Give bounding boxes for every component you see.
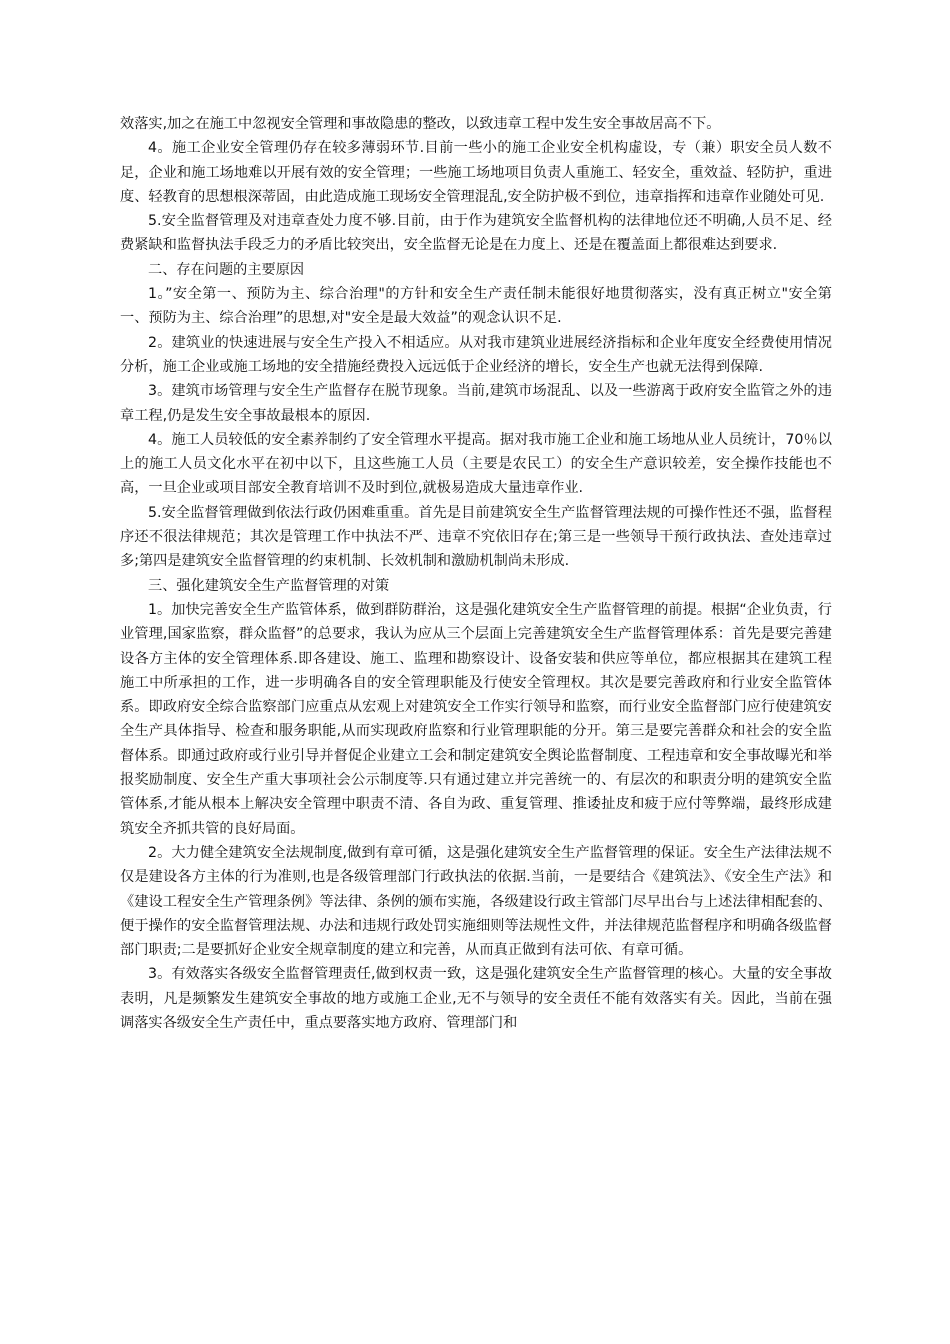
paragraph-item-5-supervision: 5.安全监督管理及对违章查处力度不够.目前，由于作为建筑安全监督机构的法律地位还不明确,人员不足、经费紧缺和监督执法手段乏力的矛盾比较突出，安全监督无论是在力度上、还是在覆盖面上都很难达到要求. [120,213,832,254]
paragraph-measure-2: 2。大力健全建筑安全法规制度,做到有章可循，这是强化建筑安全生产监督管理的保证。安全生产法律法规不仅是建设各方主体的行为准则,也是各级管理部门行政执法的依据.当前，一是要结合《建筑法》、《安全生产法》和《建设工程安全生产管理条例》等法律、条例的颁布实施，各级建设行政主管部门尽早出台与上述法律相配套的、便于操作的安全监督管理法规、办法和违规行政处罚实施细则等法规性文件，并法律规范监督程序和明确各级监督部门职责;二是要抓好企业安全规章制度的建立和完善，从而真正做到有法可依、有章可循。 [120,844,832,959]
paragraph-reason-3: 3。建筑市场管理与安全生产监督存在脱节现象。当前,建筑市场混乱、以及一些游离于政府安全监管之外的违章工程,仍是发生安全事故最根本的原因. [120,383,832,424]
paragraph-item-4-weak-management: 4。施工企业安全管理仍存在较多薄弱环节.目前一些小的施工企业安全机构虚设，专（兼）职安全员人数不足，企业和施工场地难以开展有效的安全管理；一些施工场地项目负责人重施工、轻安全，重效益、轻防护，重进度、轻教育的思想根深蒂固，由此造成施工现场安全管理混乱,安全防护极不到位，违章指挥和违章作业随处可见. [120,140,832,205]
section-heading-3: 三、强化建筑安全生产监督管理的对策 [148,577,390,594]
document-body [120,112,832,1035]
paragraph-reason-4: 4。施工人员较低的安全素养制约了安全管理水平提高。据对我市施工企业和施工场地从业人员统计，70％以上的施工人员文化水平在初中以下，且这些施工人员（主要是农民工）的安全生产意识较差，安全操作技能也不高，一旦企业或项目部安全教育培训不及时到位,就极易造成大量违章作业. [120,431,832,497]
section-heading-2: 二、存在问题的主要原因 [148,261,305,278]
paragraph-reason-2: 2。建筑业的快速进展与安全生产投入不相适应。从对我市建筑业进展经济指标和企业年度安全经费使用情况分析，施工企业或施工场地的安全措施经费投入远远低于企业经济的增长，安全生产也就无法得到保障. [120,334,832,375]
paragraph-reason-1: 1。”安全第一、预防为主、综合治理"的方针和安全生产责任制未能很好地贯彻落实，没有真正树立"安全第一、预防为主、综合治理”的思想,对"安全是最大效益”的观念认识不足. [120,286,832,327]
paragraph-continuation: 效落实,加之在施工中忽视安全管理和事故隐患的整改，以致违章工程中发生安全事故居高不下。 [120,116,721,132]
paragraph-measure-3: 3。有效落实各级安全监督管理责任,做到权责一致，这是强化建筑安全生产监督管理的核心。大量的安全事故表明，凡是频繁发生建筑安全事故的地方或施工企业,无不与领导的安全责任不能有效落实有关。因此，当前在强调落实各级安全生产责任中，重点要落实地方政府、管理部门和 [120,966,832,1031]
paragraph-reason-5: 5.安全监督管理做到依法行政仍困难重重。首先是目前建筑安全生产监督管理法规的可操作性还不强，监督程序还不很法律规范；其次是管理工作中执法不严、违章不究依旧存在;第三是一些领导干预行政执法、查处违章过多;第四是建筑安全监督管理的约束机制、长效机制和激励机制尚未形成. [120,504,832,570]
paragraph-measure-1: 1。加快完善安全生产监管体系，做到群防群治，这是强化建筑安全生产监督管理的前提。根据“企业负责，行业管理,国家监察，群众监督”的总要求，我认为应从三个层面上完善建筑安全生产监督管理体系：首先是要完善建设各方主体的安全管理体系.即各建设、施工、监理和勘察设计、设备安装和供应等单位，都应根据其在建筑工程施工中所承担的工作，进一步明确各自的安全管理职能及行使安全管理权。其次是要完善政府和行业安全监管体系。即政府安全综合监察部门应重点从宏观上对建筑安全工作实行领导和监察，而行业安全监督部门应行使建筑安全生产具体指导、检查和服务职能,从而实现政府监察和行业管理职能的分开。第三是要完善群众和社会的安全监督体系。即通过政府或行业引导并督促企业建立工会和制定建筑安全舆论监督制度、工程违章和安全事故曝光和举报奖励制度、安全生产重大事项社会公示制度等.只有通过建立并完善统一的、有层次的和职责分明的建筑安全监管体系,才能从根本上解决安全管理中职责不清、各自为政、重复管理、推诿扯皮和疲于应付等弊端，最终形成建筑安全齐抓共管的良好局面。 [120,601,832,837]
